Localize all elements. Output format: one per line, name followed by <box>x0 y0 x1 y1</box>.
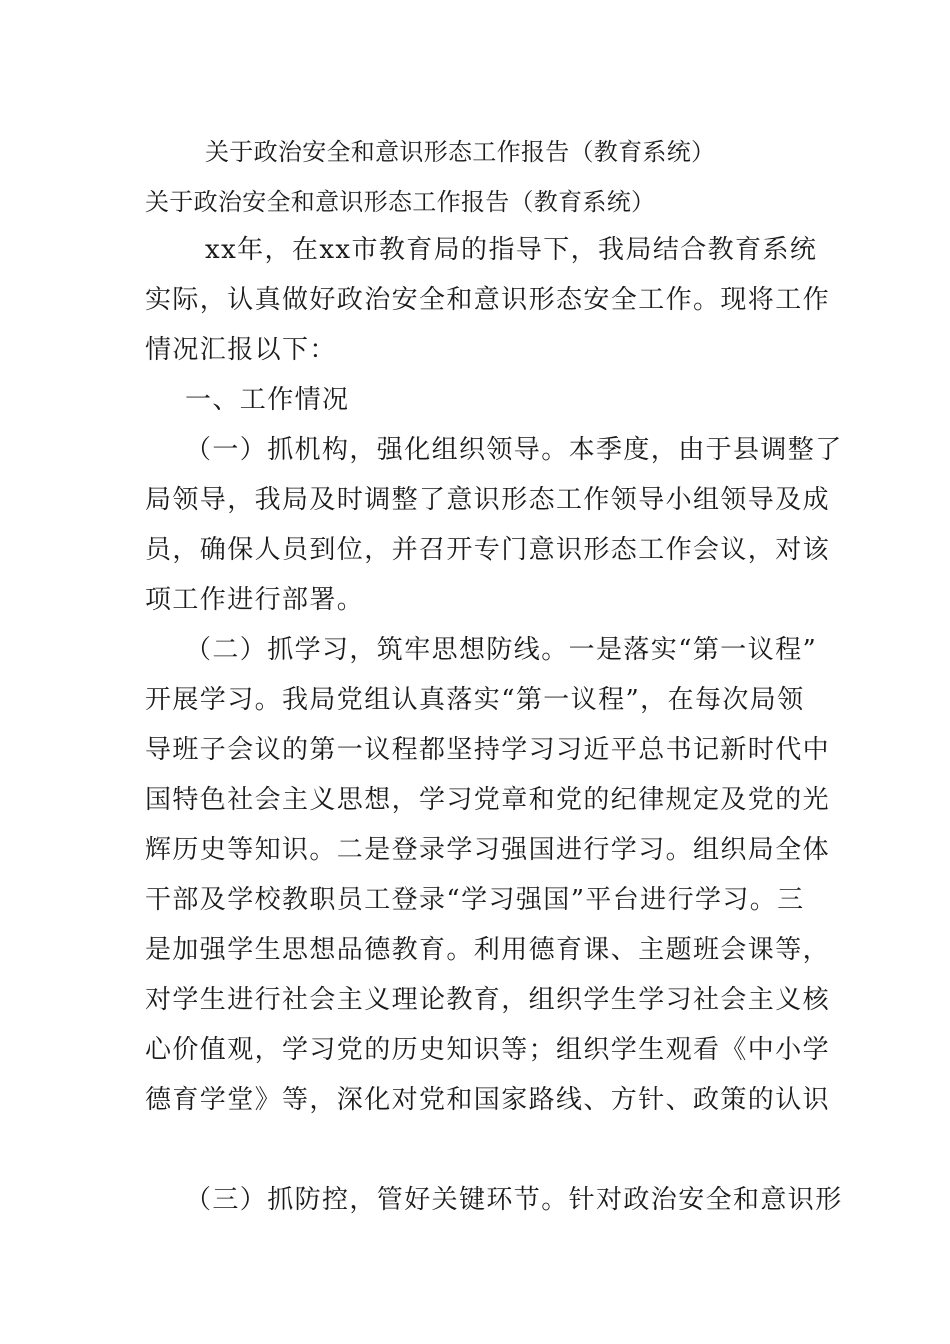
paragraph-line: 项工作进行部署。 <box>145 585 365 615</box>
paragraph-line: xx年，在xx市教育局的指导下，我局结合教育系统 <box>205 235 818 265</box>
document-subtitle: 关于政治安全和意识形态工作报告（教育系统） <box>145 188 656 216</box>
paragraph-line: （三）抓防控，管好关键环节。针对政治安全和意识形 <box>185 1185 843 1215</box>
paragraph-line: 开展学习。我局党组认真落实“第一议程”，在每次局领 <box>145 685 805 715</box>
paragraph-line: 德育学堂》等，深化对党和国家路线、方针、政策的认识 <box>145 1085 831 1115</box>
paragraph-line: 情况汇报以下： <box>145 335 337 365</box>
paragraph-line: 导班子会议的第一议程都坚持学习习近平总书记新时代中 <box>145 735 831 765</box>
paragraph-line: 国特色社会主义思想，学习党章和党的纪律规定及党的光 <box>145 785 831 815</box>
paragraph-line: 对学生进行社会主义理论教育，组织学生学习社会主义核 <box>145 985 831 1015</box>
paragraph-line: （二）抓学习，筑牢思想防线。一是落实“第一议程” <box>185 635 818 665</box>
paragraph-line: 是加强学生思想品德教育。利用德育课、主题班会课等， <box>145 935 831 965</box>
paragraph-line: 辉历史等知识。二是登录学习强国进行学习。组织局全体 <box>145 835 831 865</box>
paragraph-line: 员，确保人员到位，并召开专门意识形态工作会议，对该 <box>145 535 831 565</box>
paragraph-line: （一）抓机构，强化组织领导。本季度，由于县调整了 <box>185 435 843 465</box>
paragraph-line: 心价值观，学习党的历史知识等；组织学生观看《中小学 <box>145 1035 831 1065</box>
paragraph-line: 干部及学校教职员工登录“学习强国”平台进行学习。三 <box>145 885 805 915</box>
paragraph-line: 局领导，我局及时调整了意识形态工作领导小组领导及成 <box>145 485 831 515</box>
section-heading: 一、工作情况 <box>185 385 350 415</box>
paragraph-line: 实际，认真做好政治安全和意识形态安全工作。现将工作 <box>145 285 831 315</box>
document-title: 关于政治安全和意识形态工作报告（教育系统） <box>205 138 716 166</box>
